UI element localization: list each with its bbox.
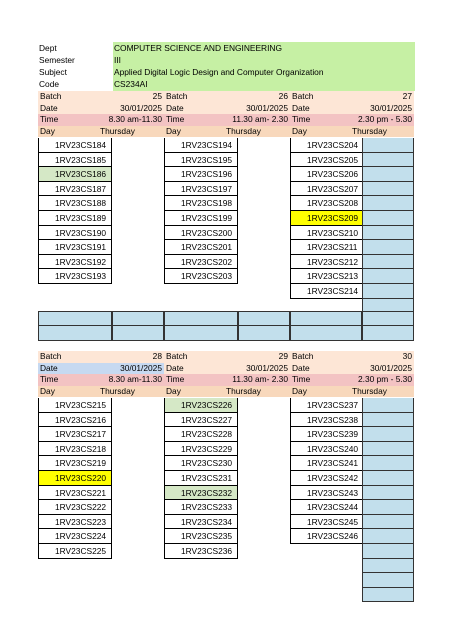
day-value-bottom-2: Thursday [350, 386, 414, 398]
date-label-top-1: Date [164, 103, 224, 115]
blue-band-cell [362, 326, 414, 341]
batch-value-bottom-0: 28 [98, 351, 164, 363]
roll-number-cell: 1RV23CS242 [290, 471, 364, 486]
day-label-top-1: Day [164, 126, 224, 138]
blue-cell [362, 413, 414, 428]
blue-cell [362, 515, 414, 530]
day-label-bottom-1: Day [164, 386, 224, 398]
blue-cell [362, 182, 414, 197]
roll-number-cell: 1RV23CS186 [38, 167, 112, 182]
roll-number-cell: 1RV23CS185 [38, 153, 112, 168]
batch-value-top-0: 25 [98, 91, 164, 103]
roll-number-cell: 1RV23CS223 [38, 515, 112, 530]
batch-value-bottom-2: 30 [350, 351, 414, 363]
day-label-top-0: Day [38, 126, 98, 138]
time-value-top-2: 2.30 pm - 5.30 [350, 114, 414, 126]
time-value-bottom-2: 2.30 pm - 5.30 [350, 374, 414, 386]
semester-label: Semester [39, 55, 75, 65]
blue-cell [362, 153, 414, 168]
day-value-bottom-1: Thursday [224, 386, 290, 398]
roll-number-cell: 1RV23CS221 [38, 486, 112, 501]
blue-cell [362, 138, 414, 153]
batch-label-top-2: Batch [290, 91, 350, 103]
roll-number-cell: 1RV23CS224 [38, 529, 112, 544]
roll-number-cell: 1RV23CS215 [38, 398, 112, 413]
blue-cell [362, 529, 414, 544]
blue-band-cell [38, 326, 112, 341]
blue-band-cell [112, 326, 164, 341]
batch-label-bottom-1: Batch [164, 351, 224, 363]
date-label-top-0: Date [38, 103, 98, 115]
blue-cell [362, 240, 414, 255]
roll-number-cell: 1RV23CS244 [290, 500, 364, 515]
roll-number-cell: 1RV23CS194 [164, 138, 238, 153]
roll-number-cell: 1RV23CS213 [290, 269, 364, 284]
batch-value-top-1: 26 [224, 91, 290, 103]
batch-label-bottom-0: Batch [38, 351, 98, 363]
blue-cell [362, 559, 414, 574]
blue-band-cell [290, 326, 362, 341]
day-value-top-0: Thursday [98, 126, 164, 138]
blue-cell [362, 226, 414, 241]
roll-number-cell: 1RV23CS220 [38, 471, 112, 486]
roll-number-cell: 1RV23CS227 [164, 413, 238, 428]
day-label-bottom-0: Day [38, 386, 98, 398]
time-label-top-2: Time [290, 114, 350, 126]
roll-number-cell: 1RV23CS207 [290, 182, 364, 197]
roll-number-cell: 1RV23CS204 [290, 138, 364, 153]
roll-number-cell: 1RV23CS226 [164, 398, 238, 413]
blue-band-cell [38, 311, 112, 326]
blue-cell [362, 442, 414, 457]
date-value-top-0: 30/01/2025 [98, 103, 164, 115]
roll-number-cell: 1RV23CS209 [290, 211, 364, 226]
roll-number-cell: 1RV23CS238 [290, 413, 364, 428]
roll-number-cell: 1RV23CS245 [290, 515, 364, 530]
blue-cell [362, 500, 414, 515]
batch-label-top-1: Batch [164, 91, 224, 103]
blue-band-cell [164, 326, 238, 341]
roll-number-cell: 1RV23CS225 [38, 544, 112, 559]
subject-value: Applied Digital Logic Design and Computer Organization [114, 67, 324, 77]
roll-number-cell: 1RV23CS200 [164, 226, 238, 241]
roll-number-cell: 1RV23CS235 [164, 529, 238, 544]
blue-band-cell [164, 311, 238, 326]
time-label-bottom-2: Time [290, 374, 350, 386]
time-value-top-0: 8.30 am-11.30 [98, 114, 164, 126]
roll-number-cell: 1RV23CS216 [38, 413, 112, 428]
blue-band-cell [112, 311, 164, 326]
date-label-top-2: Date [290, 103, 350, 115]
dept-value: COMPUTER SCIENCE AND ENGINEERING [114, 43, 282, 53]
roll-number-cell: 1RV23CS240 [290, 442, 364, 457]
batch-value-bottom-1: 29 [224, 351, 290, 363]
roll-number-cell: 1RV23CS203 [164, 269, 238, 284]
date-label-bottom-1: Date [164, 363, 224, 375]
roll-number-cell: 1RV23CS236 [164, 544, 238, 559]
code-label: Code [39, 79, 60, 89]
roll-number-cell: 1RV23CS192 [38, 255, 112, 270]
batch-label-bottom-2: Batch [290, 351, 350, 363]
blue-cell [362, 471, 414, 486]
blue-cell [362, 427, 414, 442]
roll-number-cell: 1RV23CS241 [290, 456, 364, 471]
roll-number-cell: 1RV23CS189 [38, 211, 112, 226]
roll-number-cell: 1RV23CS187 [38, 182, 112, 197]
roll-number-cell: 1RV23CS237 [290, 398, 364, 413]
blue-band-cell [238, 311, 290, 326]
roll-number-cell: 1RV23CS197 [164, 182, 238, 197]
blue-cell [362, 456, 414, 471]
date-label-bottom-0: Date [38, 363, 98, 375]
batch-label-top-0: Batch [38, 91, 98, 103]
blue-cell [362, 196, 414, 211]
code-value: CS234AI [114, 79, 148, 89]
blue-cell [362, 284, 414, 299]
day-value-bottom-0: Thursday [98, 386, 164, 398]
roll-number-cell: 1RV23CS228 [164, 427, 238, 442]
roll-number-cell: 1RV23CS246 [290, 529, 364, 544]
roll-number-cell: 1RV23CS188 [38, 196, 112, 211]
roll-number-cell: 1RV23CS201 [164, 240, 238, 255]
day-value-top-1: Thursday [224, 126, 290, 138]
roll-number-cell: 1RV23CS211 [290, 240, 364, 255]
roll-number-cell: 1RV23CS243 [290, 486, 364, 501]
dept-label: Dept [39, 43, 57, 53]
roll-number-cell: 1RV23CS196 [164, 167, 238, 182]
date-value-bottom-0: 30/01/2025 [98, 363, 164, 375]
roll-number-cell: 1RV23CS234 [164, 515, 238, 530]
blue-band-cell [362, 311, 414, 326]
roll-number-cell: 1RV23CS217 [38, 427, 112, 442]
blue-cell [362, 269, 414, 284]
roll-number-cell: 1RV23CS205 [290, 153, 364, 168]
date-value-top-1: 30/01/2025 [224, 103, 290, 115]
blue-cell [362, 255, 414, 270]
roll-number-cell: 1RV23CS190 [38, 226, 112, 241]
semester-value: III [114, 55, 121, 65]
time-label-bottom-0: Time [38, 374, 98, 386]
roll-number-cell: 1RV23CS210 [290, 226, 364, 241]
blue-cell [362, 588, 414, 603]
date-value-top-2: 30/01/2025 [350, 103, 414, 115]
time-label-top-1: Time [164, 114, 224, 126]
blue-cell [362, 398, 414, 413]
time-value-bottom-0: 8.30 am-11.30 [98, 374, 164, 386]
blue-band-cell [238, 326, 290, 341]
roll-number-cell: 1RV23CS184 [38, 138, 112, 153]
roll-number-cell: 1RV23CS198 [164, 196, 238, 211]
date-label-bottom-2: Date [290, 363, 350, 375]
roll-number-cell: 1RV23CS229 [164, 442, 238, 457]
roll-number-cell: 1RV23CS191 [38, 240, 112, 255]
blue-cell [362, 211, 414, 226]
roll-number-cell: 1RV23CS218 [38, 442, 112, 457]
roll-number-cell: 1RV23CS219 [38, 456, 112, 471]
day-value-top-2: Thursday [350, 126, 414, 138]
roll-number-cell: 1RV23CS193 [38, 269, 112, 284]
roll-number-cell: 1RV23CS195 [164, 153, 238, 168]
roll-number-cell: 1RV23CS206 [290, 167, 364, 182]
roll-number-cell: 1RV23CS232 [164, 486, 238, 501]
time-value-top-1: 11.30 am- 2.30 [224, 114, 290, 126]
blue-cell [362, 167, 414, 182]
roll-number-cell: 1RV23CS233 [164, 500, 238, 515]
roll-number-cell: 1RV23CS199 [164, 211, 238, 226]
blue-cell [362, 486, 414, 501]
time-value-bottom-1: 11.30 am- 2.30 [224, 374, 290, 386]
batch-value-top-2: 27 [350, 91, 414, 103]
date-value-bottom-1: 30/01/2025 [224, 363, 290, 375]
day-label-bottom-2: Day [290, 386, 350, 398]
blue-band-cell [290, 311, 362, 326]
blue-cell [362, 544, 414, 559]
time-label-top-0: Time [38, 114, 98, 126]
roll-number-cell: 1RV23CS239 [290, 427, 364, 442]
roll-number-cell: 1RV23CS222 [38, 500, 112, 515]
day-label-top-2: Day [290, 126, 350, 138]
roll-number-cell: 1RV23CS214 [290, 284, 364, 299]
date-value-bottom-2: 30/01/2025 [350, 363, 414, 375]
roll-number-cell: 1RV23CS208 [290, 196, 364, 211]
time-label-bottom-1: Time [164, 374, 224, 386]
blue-cell [362, 573, 414, 588]
subject-label: Subject [39, 67, 67, 77]
roll-number-cell: 1RV23CS202 [164, 255, 238, 270]
roll-number-cell: 1RV23CS231 [164, 471, 238, 486]
roll-number-cell: 1RV23CS212 [290, 255, 364, 270]
roll-number-cell: 1RV23CS230 [164, 456, 238, 471]
